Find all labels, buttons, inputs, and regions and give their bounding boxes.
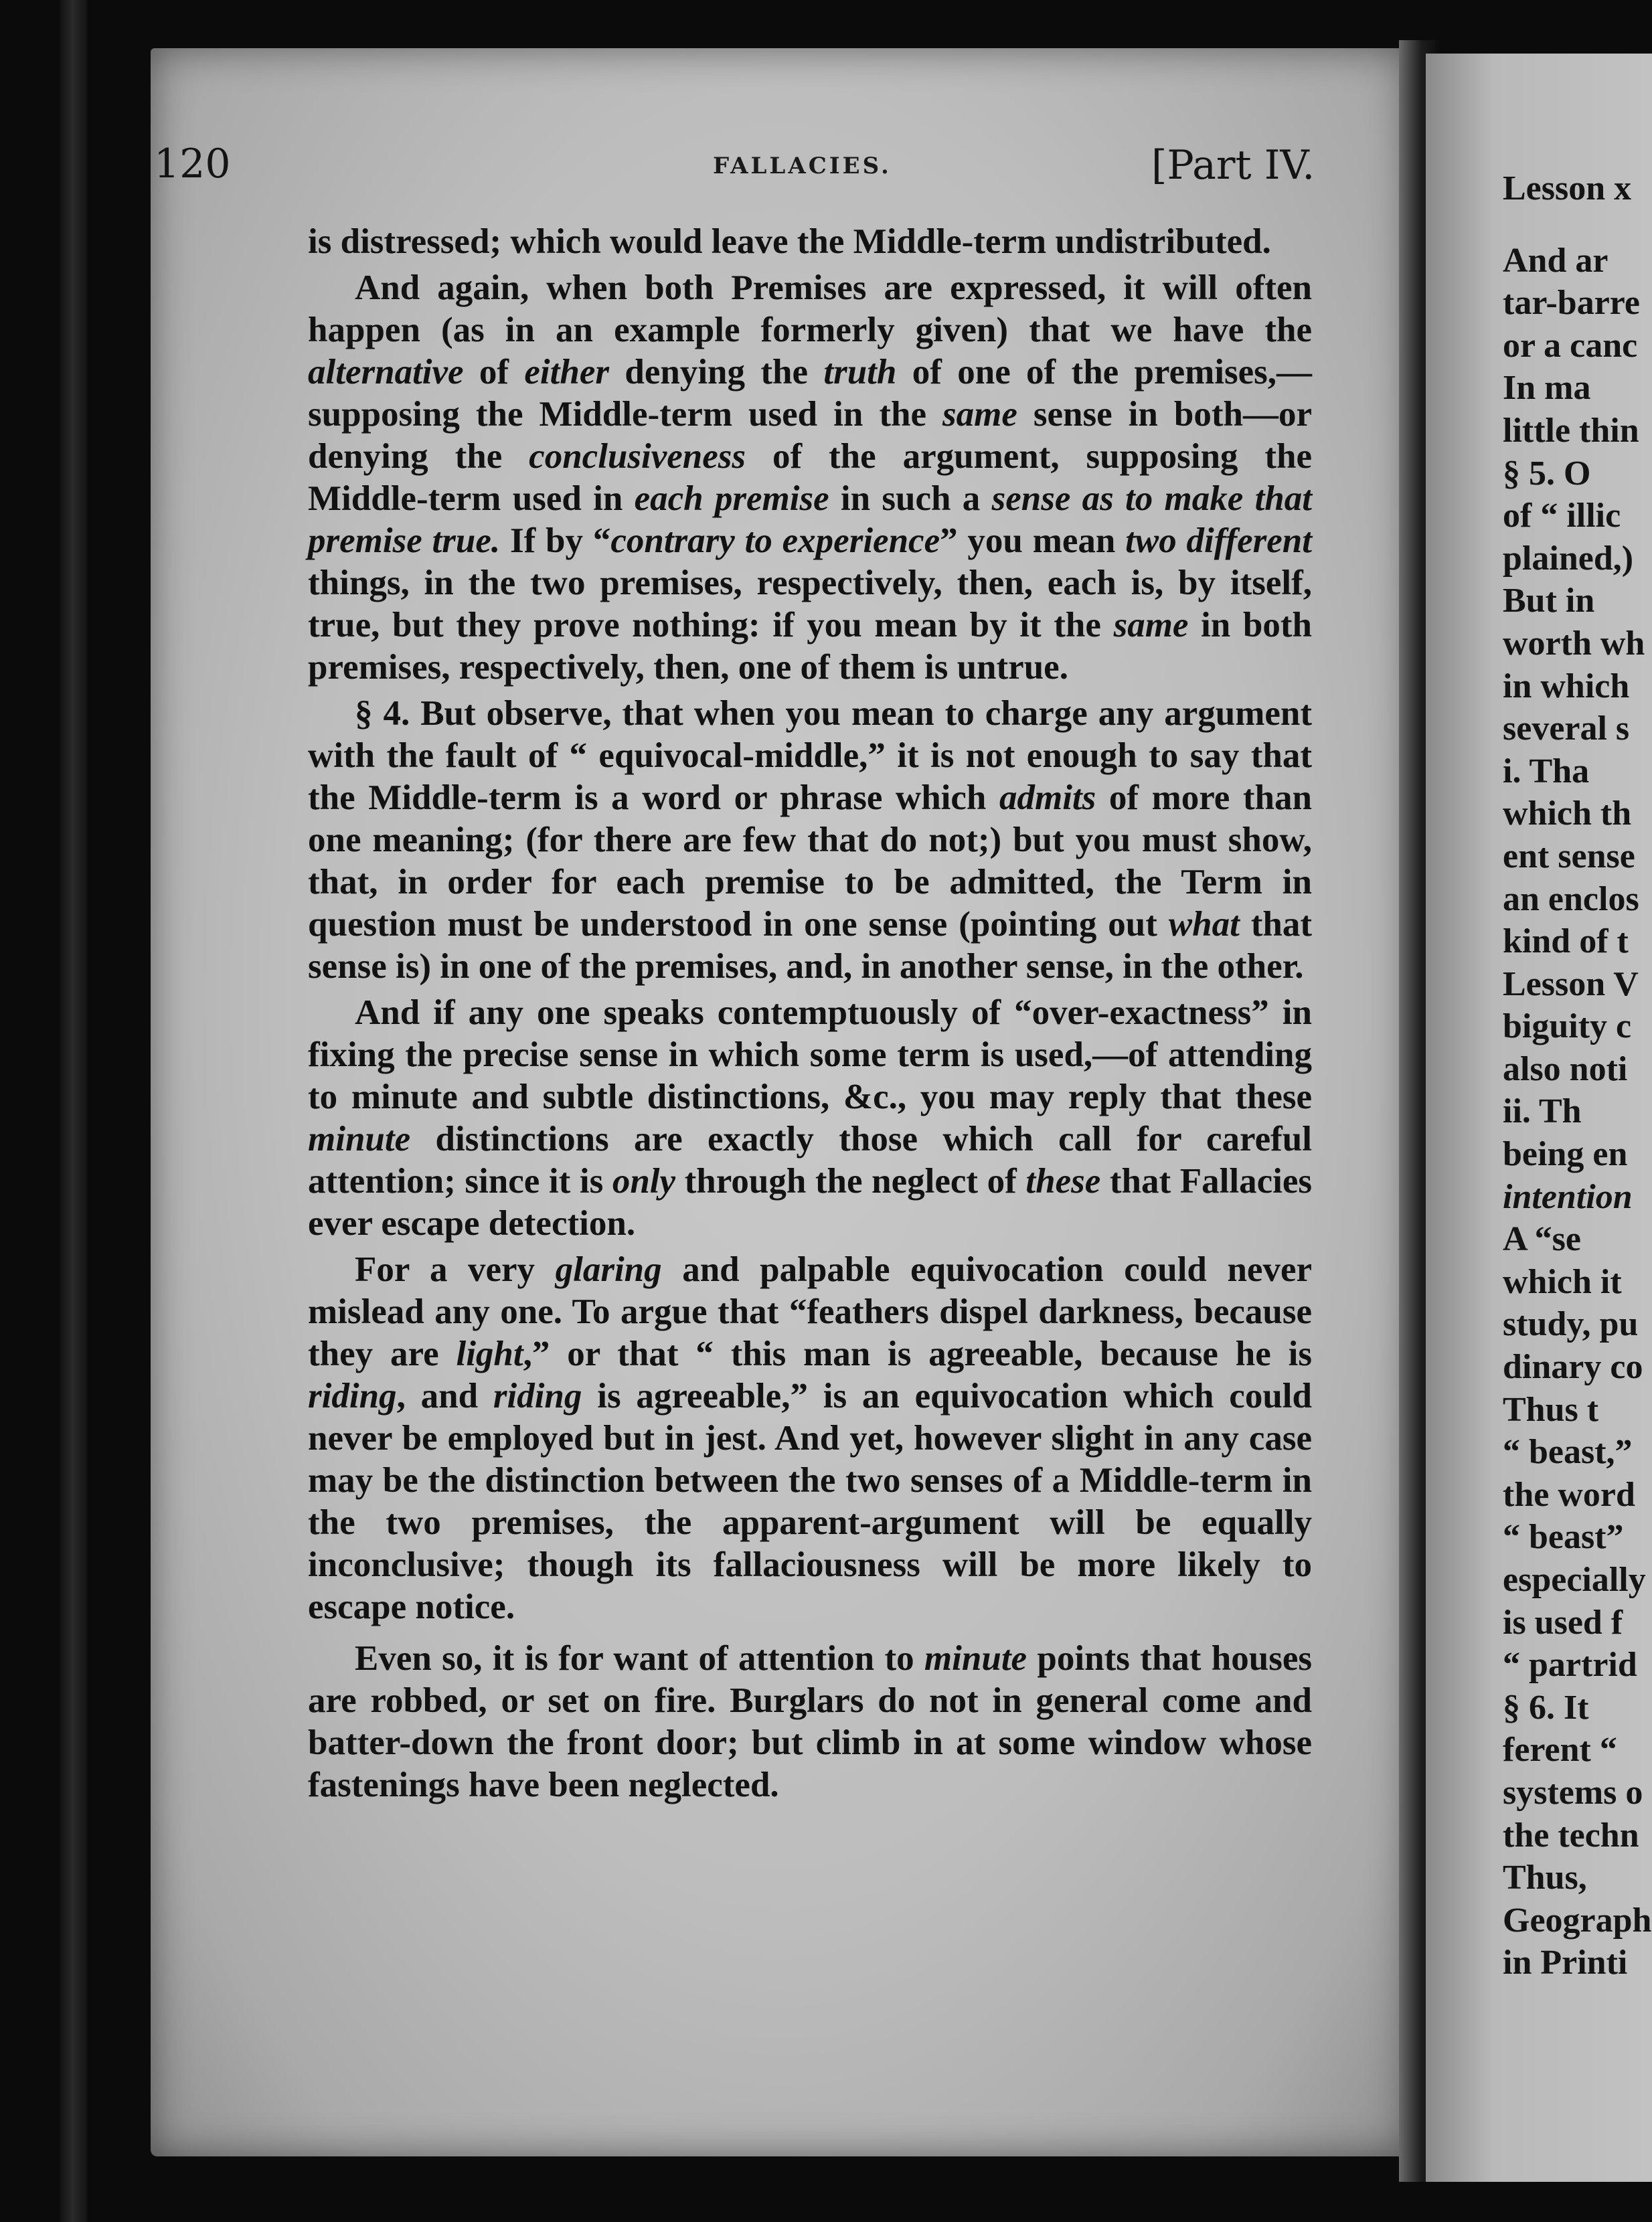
right-line-fragment: In ma (1503, 369, 1591, 408)
text-run: ,” or that “ this man is agreeable, because he is (523, 1335, 1312, 1373)
right-line-fragment: which th (1503, 794, 1632, 833)
right-line-fragment: ferent “ (1503, 1731, 1617, 1770)
text-run: of (463, 353, 525, 392)
right-line-fragment: an enclos (1503, 879, 1639, 918)
text-run: distinctions are exactly those which call for careful attention; since it is (308, 1120, 1312, 1201)
right-line-fragment: or a canc (1503, 326, 1638, 365)
right-line-fragment: several s (1503, 709, 1630, 748)
right-line-fragment: intention (1503, 1177, 1633, 1216)
italic-text: these (1025, 1162, 1101, 1201)
text-run: in both premises, respectively, then, one of them is untrue. (308, 606, 1312, 687)
right-line-fragment: “ beast,” (1503, 1433, 1633, 1472)
italic-text: riding (308, 1377, 397, 1416)
right-line-fragment: dinary co (1503, 1348, 1643, 1387)
text-run: of more than one meaning; (for there are few that do not;) but you must show, that, in order for each premise to be admitted, the Term in question must be understood in one sense (pointing out (308, 778, 1312, 944)
right-line-fragment: systems o (1503, 1773, 1643, 1812)
right-page-text (1503, 167, 1652, 1984)
text-run: denying the (609, 353, 824, 392)
text-run: through the neglect of (675, 1162, 1026, 1201)
text-run: And if any one speaks contemptuously of “over-exactness” in fixing the precise sense in which some term is used,—of attending to minute and subtle distinctions, &c., you may reply that these (308, 993, 1312, 1116)
right-line-fragment: in which (1503, 667, 1630, 705)
right-line-fragment: which it (1503, 1262, 1622, 1301)
right-line-fragment: biguity c (1503, 1007, 1632, 1046)
right-line-fragment: study, pu (1503, 1305, 1639, 1344)
italic-text: light (456, 1335, 523, 1373)
italic-text: conclusiveness (529, 437, 746, 476)
right-line-fragment: in Printi (1503, 1944, 1628, 1982)
body-text (308, 221, 1312, 1810)
right-line-fragment: the techn (1503, 1816, 1639, 1855)
right-line-fragment: is used f (1503, 1603, 1623, 1642)
right-line-fragment: ii. Th (1503, 1092, 1582, 1131)
right-line-fragment: Lesson V (1503, 964, 1639, 1003)
right-line-fragment: “ beast” (1503, 1518, 1624, 1557)
paragraph (308, 267, 1312, 689)
italic-text: minute (924, 1639, 1027, 1678)
italic-text: what (1168, 905, 1240, 944)
text-run: ” you mean (940, 521, 1126, 560)
paragraph (308, 1638, 1312, 1806)
text-run: and palpable equivocation could never mislead any one. To argue that “feathers dispel darkness, because they are (308, 1250, 1312, 1373)
italic-text: contrary to experience (610, 521, 940, 560)
text-run: And again, when both Premises are expressed, it will often happen (as in an example formerly given) that we have the (308, 268, 1312, 349)
italic-text: admits (999, 778, 1096, 817)
text-run: is distressed; which would leave the Middle-term undistributed. (308, 222, 1271, 261)
italic-text: riding (493, 1377, 582, 1416)
right-line-fragment: Thus t (1503, 1390, 1599, 1429)
text-run: points that houses are robbed, or set on fire. Burglars do not in general come and batter-down the front door; but climb in at some window whose fastenings have been neglected. (308, 1639, 1312, 1804)
right-line-fragment: also noti (1503, 1049, 1628, 1088)
italic-text: minute (308, 1120, 411, 1159)
italic-text: only (612, 1162, 676, 1201)
italic-text: either (524, 353, 610, 392)
paragraph (308, 992, 1312, 1245)
text-run: For a very (355, 1250, 556, 1289)
text-run: that sense is) in one of the premises, and, in another sense, in the other. (308, 905, 1312, 986)
page-number: 120 (154, 141, 231, 187)
right-line-fragment: And ar (1503, 241, 1608, 280)
text-run: , and (396, 1377, 493, 1416)
paragraph (308, 1249, 1312, 1628)
text-run: § 4. But observe, that when you mean to charge any argument with the fault of “ equivocal-middle,” it is not enough to say that the Middle-term is a word or phrase which (308, 694, 1312, 817)
text-run: is agreeable,” is an equivocation which could never be employed but in jest. And yet, however slight in any case may be the distinction between the two senses of a Middle-term in the two premises, the apparent-argument will be equally inconclusive; though its fallaciousness will be more likely to escape notice. (308, 1377, 1312, 1626)
right-running-head: Lesson x (1503, 169, 1632, 207)
right-line-fragment: worth wh (1503, 624, 1645, 663)
text-run: things, in the two premises, respectively, then, each is, by itself, true, but they prove nothing: if you mean by it the (308, 564, 1312, 645)
text-run: Even so, it is for want of attention to (355, 1639, 924, 1678)
text-run: that Fallacies ever escape detection. (308, 1162, 1312, 1243)
right-line-fragment: the word (1503, 1475, 1635, 1514)
right-line-fragment: plained,) (1503, 539, 1634, 578)
text-run: If by “ (500, 521, 611, 560)
right-line-fragment: Thus, (1503, 1859, 1587, 1897)
book-binding-edge (60, 0, 87, 2222)
right-line-fragment: of “ illic (1503, 497, 1621, 535)
right-line-fragment: little thin (1503, 411, 1639, 450)
italic-text: same (1113, 606, 1189, 645)
right-line-fragment: especially (1503, 1561, 1646, 1599)
right-line-fragment: i. Tha (1503, 752, 1590, 790)
italic-text: glaring (555, 1250, 662, 1289)
text-run: sense in both—or denying the (308, 395, 1312, 476)
text-run: of one of the premises,—supposing the Middle-term used in the (308, 353, 1312, 434)
right-line-fragment: § 5. O (1503, 454, 1591, 493)
right-line-fragment: ent sense (1503, 837, 1635, 875)
right-line-fragment: § 6. It (1503, 1688, 1589, 1727)
right-line-fragment: “ partrid (1503, 1646, 1637, 1685)
italic-text: sense as to make that premise true. (308, 479, 1312, 560)
right-line-fragment: Geograph (1503, 1901, 1652, 1940)
right-line-fragment: tar-barre (1503, 284, 1641, 323)
text-run: of the argument, supposing the Middle-term used in (308, 437, 1313, 518)
right-line-fragment: being en (1503, 1135, 1628, 1174)
right-line-fragment: kind of t (1503, 922, 1629, 961)
running-part: [Part IV. (1151, 142, 1315, 189)
text-run: in such a (829, 479, 992, 518)
right-line-fragment: But in (1503, 582, 1595, 620)
italic-text: each premise (634, 479, 829, 518)
italic-text: two different (1125, 521, 1312, 560)
italic-text: alternative (308, 353, 464, 392)
paragraph (308, 221, 1312, 263)
italic-text: same (942, 395, 1017, 434)
italic-text: truth (823, 353, 897, 392)
paragraph (308, 693, 1312, 988)
right-line-fragment: A “se (1503, 1220, 1581, 1259)
running-title: FALLACIES. (713, 153, 892, 179)
